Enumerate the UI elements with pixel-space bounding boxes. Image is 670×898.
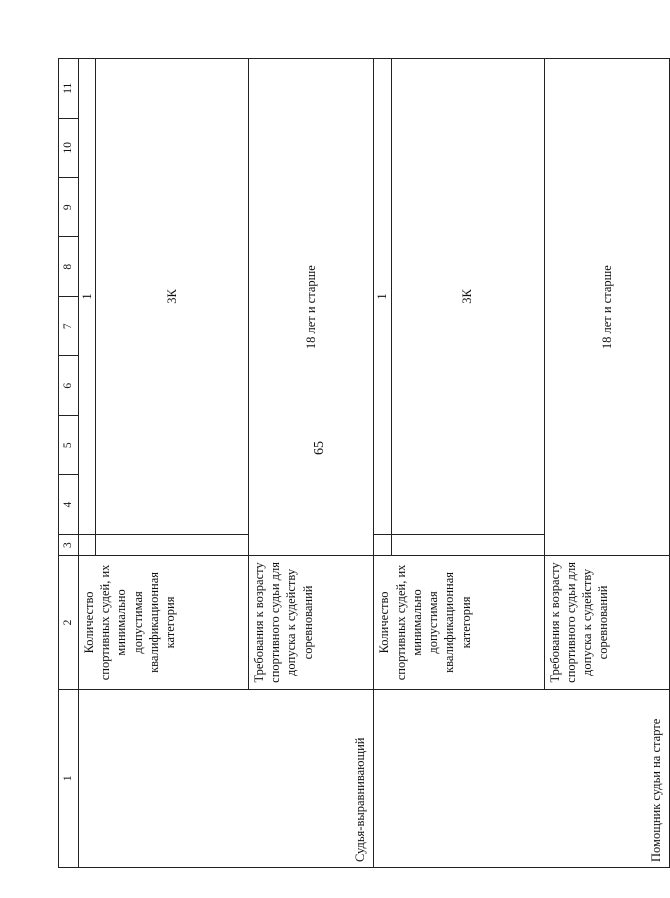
judges-requirements-table — [58, 58, 670, 868]
header-cell: 6 — [59, 356, 79, 415]
table-header-row — [59, 59, 79, 868]
header-cell: 10 — [59, 118, 79, 177]
table-row — [374, 59, 391, 868]
empty-cell — [374, 534, 391, 555]
header-cell: 9 — [59, 178, 79, 237]
page-number: 65 — [312, 441, 327, 455]
empty-cell — [391, 534, 544, 555]
empty-cell — [96, 534, 249, 555]
age-value-cell: 18 лет и старше — [248, 59, 373, 556]
judge-count-cell: 1 — [78, 59, 95, 535]
age-label-cell: Требования к возрасту спортивного судьи для допуска к судейству соревнований — [544, 556, 670, 689]
header-cell: 1 — [59, 689, 79, 867]
age-value-cell: 18 лет и старше — [544, 59, 670, 556]
header-cell: 8 — [59, 237, 79, 296]
header-cell: 11 — [59, 59, 79, 119]
category-cell: 3К — [96, 59, 249, 535]
header-cell: 3 — [59, 534, 79, 555]
header-cell: 4 — [59, 475, 79, 534]
rotated-table-wrapper — [58, 58, 670, 868]
position-cell: Судья-выравнивающий — [78, 689, 374, 867]
judge-count-cell: 1 — [374, 59, 391, 535]
category-cell: 3К — [391, 59, 544, 535]
header-cell: 7 — [59, 296, 79, 355]
table-row — [78, 59, 95, 868]
header-cell: 2 — [59, 556, 79, 689]
header-cell: 5 — [59, 415, 79, 474]
empty-cell — [78, 534, 95, 555]
position-cell: Помощник судьи на старте — [374, 689, 670, 867]
count-label-cell: Количество спортивных судей, их минимально допустимая квалификационная категория — [78, 556, 248, 689]
age-label-cell: Требования к возрасту спортивного судьи для допуска к судейству соревнований — [248, 556, 373, 689]
count-label-cell: Количество спортивных судей, их минимально допустимая квалификационная категория — [374, 556, 544, 689]
